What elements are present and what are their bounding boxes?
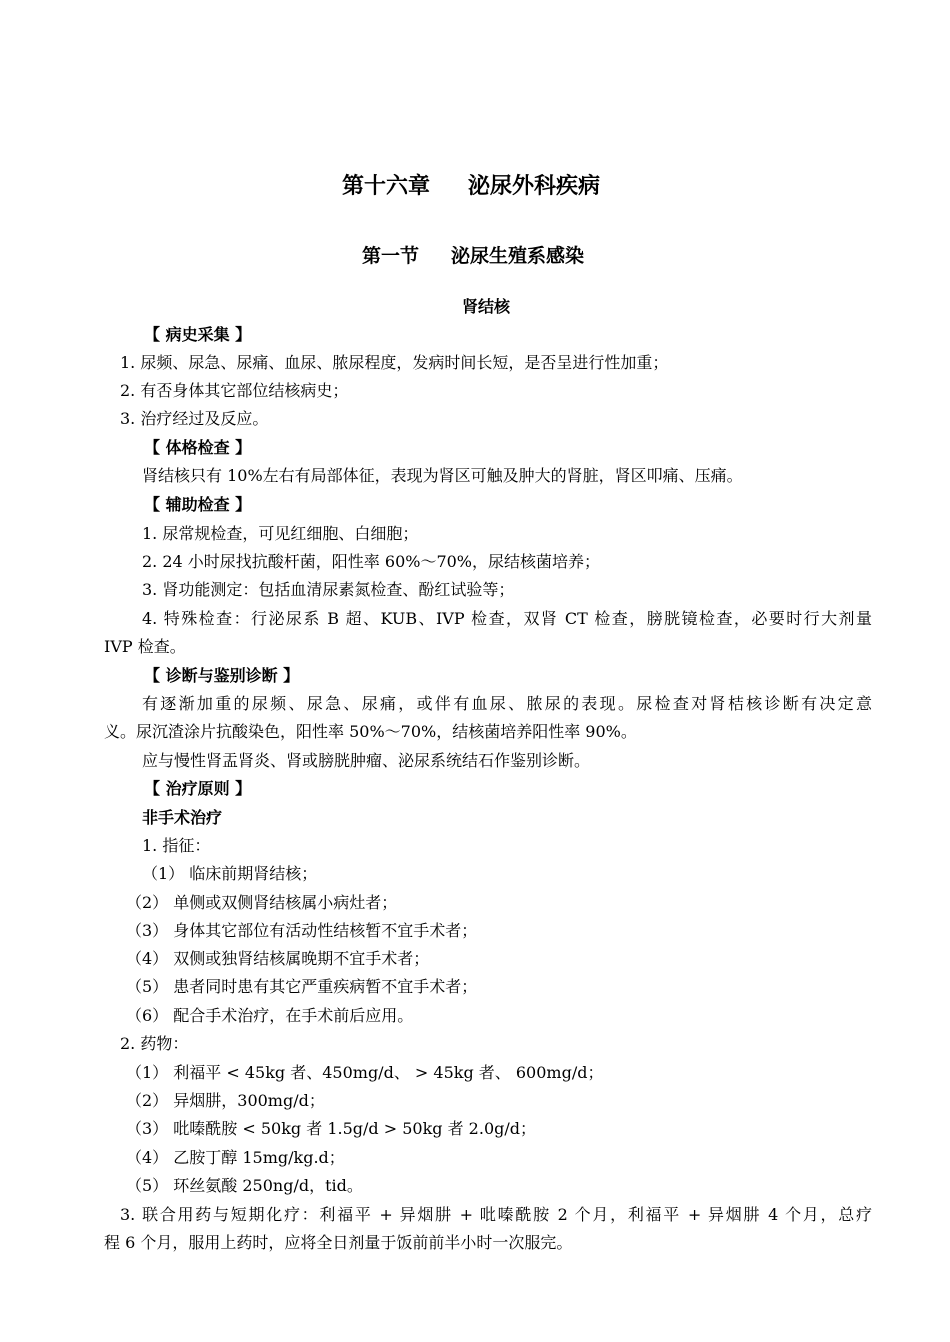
drug-item: （2） 异烟肼，300mg/d； — [126, 1091, 325, 1110]
drug-item: （1） 利福平 < 45kg 者、450mg/d、 > 45kg 者、 600mg/d； — [126, 1063, 604, 1082]
indication-item: （4） 双侧或独肾结核属晚期不宜手术者； — [126, 949, 430, 968]
drug-item: （3） 吡嗪酰胺 < 50kg 者 1.5g/d > 50kg 者 2.0g/d； — [126, 1119, 537, 1138]
treatment-heading: 【 治疗原则 】 — [144, 779, 252, 798]
exam-text: 肾结核只有 10%左右有局部体征，表现为肾区可触及肿大的肾脏，肾区叩痛、压痛。 — [142, 466, 743, 485]
aux-item: 2. 24 小时尿找抗酸杆菌，阳性率 60%～70%，尿结核菌培养； — [142, 552, 601, 571]
drug-item: （5） 环丝氨酸 250ng/d，tid。 — [126, 1176, 363, 1195]
indication-item: （6） 配合手术治疗，在手术前后应用。 — [126, 1006, 414, 1025]
history-heading: 【 病史采集 】 — [144, 325, 252, 344]
indication-item: （5） 患者同时患有其它严重疾病暂不宜手术者； — [126, 977, 478, 996]
aux-item: 1. 尿常规检查，可见红细胞、白细胞； — [142, 524, 419, 543]
history-item: 3. 治疗经过及反应。 — [120, 409, 269, 428]
aux-item: 3. 肾功能测定：包括血清尿素氮检查、酚红试验等； — [142, 580, 515, 599]
indication-title: 1. 指征： — [142, 836, 211, 855]
exam-heading: 【 体格检查 】 — [144, 438, 252, 457]
aux-item: 4. 特殊检查：行泌尿系 B 超、KUB、IVP 检查，双肾 CT 检查，膀胱镜检查，必要时行大剂量 — [142, 609, 872, 628]
history-item: 2. 有否身体其它部位结核病史； — [120, 381, 349, 400]
diagnosis-heading: 【 诊断与鉴别诊断 】 — [144, 666, 300, 685]
drug-item: （4） 乙胺丁醇 15mg/kg.d； — [126, 1148, 345, 1167]
drugs-title: 2. 药物： — [120, 1034, 189, 1053]
section-name: 泌尿生殖系感染 — [451, 245, 585, 267]
indication-item: （2） 单侧或双侧肾结核属小病灶者； — [126, 893, 398, 912]
aux-heading: 【 辅助检查 】 — [144, 495, 252, 514]
chapter-title — [342, 173, 600, 201]
topic-title: 肾结核 — [462, 297, 511, 316]
section-number: 第一节 — [362, 245, 420, 267]
diagnosis-text: 有逐渐加重的尿频、尿急、尿痛，或伴有血尿、脓尿的表现。尿检查对肾桔核诊断有决定意 — [142, 694, 872, 713]
aux-item-continued: IVP 检查。 — [104, 637, 186, 656]
combo-text-continued: 程 6 个月，服用上药时，应将全日剂量于饭前前半小时一次服完。 — [104, 1233, 573, 1252]
chapter-number: 第十六章 — [342, 174, 431, 199]
diagnosis-text: 应与慢性肾盂肾炎、肾或膀胱肿瘤、泌尿系统结石作鉴别诊断。 — [142, 751, 591, 770]
combo-text: 3. 联合用药与短期化疗：利福平 + 异烟肼 + 吡嗪酰胺 2 个月，利福平 + 异烟肼 4 个月，总疗 — [120, 1205, 872, 1224]
section-title — [362, 244, 584, 268]
history-item: 1. 尿频、尿急、尿痛、血尿、脓尿程度，发病时间长短，是否呈进行性加重； — [120, 353, 669, 372]
treatment-subheading: 非手术治疗 — [142, 808, 223, 827]
diagnosis-text: 义。尿沉渣涂片抗酸染色，阳性率 50%～70%，结核菌培养阳性率 90%。 — [104, 722, 637, 741]
indication-item: （1） 临床前期肾结核； — [142, 864, 318, 883]
chapter-name: 泌尿外科疾病 — [468, 174, 601, 199]
indication-item: （3） 身体其它部位有活动性结核暂不宜手术者； — [126, 921, 478, 940]
